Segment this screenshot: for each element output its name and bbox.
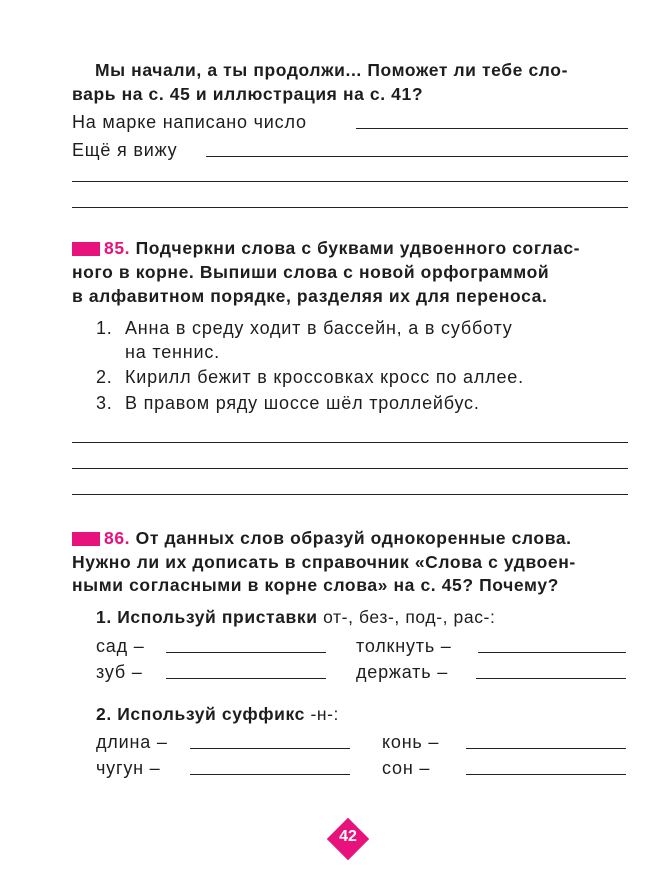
task-marker [72,242,100,256]
task-85-item-1-line-1: Анна в среду ходит в бассейн, а в субботу [125,318,513,338]
intro-line-1: Мы начали, а ты продолжи... Поможет ли тебе сло- [95,60,568,80]
word-derzhat: держать – [356,662,449,682]
word-chugun: чугун – [96,758,161,778]
answer-line[interactable] [190,748,350,749]
task-86-line-3: ными согласными в корне слова» на с. 45? Почему? [72,575,559,595]
task-86-line-1 [104,528,572,549]
task-85-item-1-line-2: на теннис. [125,342,220,362]
answer-line[interactable] [72,494,628,495]
answer-line[interactable] [478,652,626,653]
task-86-line-2: Нужно ли их дописать в справочник «Слова с удвоен- [72,552,576,572]
answer-line[interactable] [466,748,626,749]
intro-fill-label-2: Ещё я вижу [72,140,178,160]
part-label: 2. Используй суффикс [96,704,305,724]
answer-line[interactable] [72,207,628,208]
task-85-item-3-num: 3. [96,393,113,413]
word-zub: зуб – [96,662,143,682]
part-affixes: -н-: [310,704,340,724]
task-86-text-1: От данных слов образуй однокоренные слова. [135,528,572,548]
page-number: 42 [339,828,357,845]
task-marker [72,532,100,546]
task-number: 86. [104,528,131,548]
answer-line[interactable] [72,442,628,443]
intro-line-2: варь на с. 45 и иллюстрация на с. 41? [72,84,424,104]
word-sad: сад – [96,636,145,656]
task-85-text-1: Подчеркни слова с буквами удвоенного соглас- [135,238,581,258]
task-86-part-1-instruction [96,607,495,628]
answer-line[interactable] [466,774,626,775]
task-85-line-3: в алфавитном порядке, разделяя их для переноса. [72,286,548,306]
word-kon: конь – [382,732,440,752]
task-number: 85. [104,238,131,258]
answer-line[interactable] [356,128,628,129]
answer-line[interactable] [206,156,628,157]
answer-line[interactable] [72,181,628,182]
task-85-item-3-line-1: В правом ряду шоссе шёл троллейбус. [125,393,480,413]
task-85-line-2: ного в корне. Выпиши слова с новой орфограммой [72,262,550,282]
task-85-item-2-num: 2. [96,367,113,387]
intro-fill-label-1: На марке написано число [72,112,307,132]
task-85-item-2-line-1: Кирилл бежит в кроссовках кросс по аллее. [125,367,524,387]
word-dlina: длина – [96,732,168,752]
task-86-part-2-instruction [96,704,339,725]
task-85-item-1-num: 1. [96,318,113,338]
task-85-line-1 [104,238,580,259]
answer-line[interactable] [166,652,326,653]
word-tolknut: толкнуть – [356,636,452,656]
word-son: сон – [382,758,431,778]
part-affixes: от-, без-, под-, рас-: [323,607,496,627]
answer-line[interactable] [190,774,350,775]
answer-line[interactable] [476,678,626,679]
answer-line[interactable] [166,678,326,679]
answer-line[interactable] [72,468,628,469]
part-label: 1. Используй приставки [96,607,318,627]
